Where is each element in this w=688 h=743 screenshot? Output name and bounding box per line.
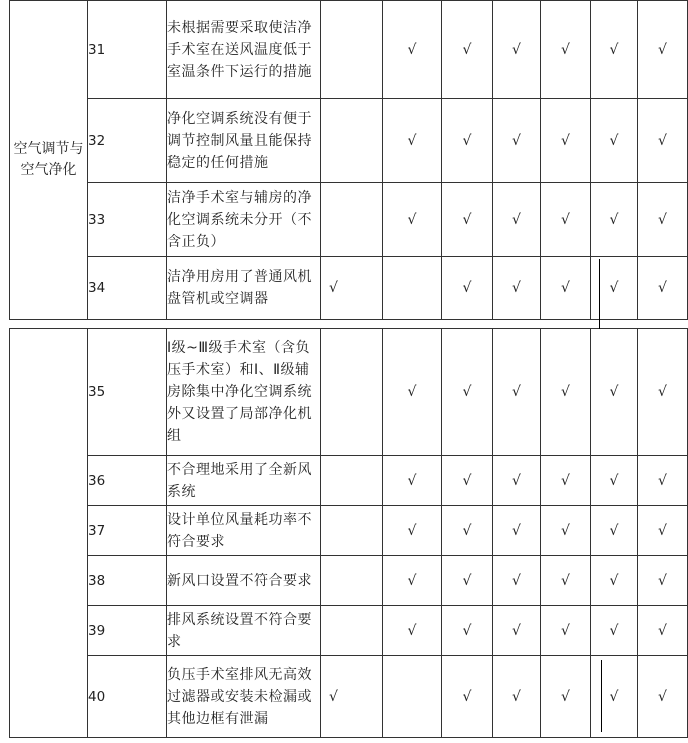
check-cell: [321, 99, 383, 183]
check-cell: √: [591, 456, 638, 506]
check-cell: √: [638, 183, 688, 257]
check-cell: [321, 556, 383, 606]
item-number: 33: [88, 183, 167, 257]
column-rule-mark: [601, 660, 602, 732]
check-cell: √: [493, 183, 541, 257]
check-cell: √: [493, 556, 541, 606]
check-cell: √: [541, 1, 591, 99]
check-cell: √: [541, 606, 591, 656]
item-description: 不合理地采用了全新风系统: [167, 456, 321, 506]
check-cell: √: [591, 506, 638, 556]
column-rule-mark: [599, 259, 600, 329]
check-cell: √: [591, 1, 638, 99]
check-cell: √: [383, 183, 442, 257]
check-cell: √: [442, 257, 493, 320]
item-number: 40: [88, 656, 167, 738]
check-cell: √: [442, 556, 493, 606]
check-cell: √: [493, 99, 541, 183]
table-row: [10, 1, 688, 99]
criteria-table-bottom: [9, 328, 688, 738]
check-cell: √: [442, 1, 493, 99]
category-label: 空气调节与空气净化: [13, 141, 84, 178]
check-cell: √: [493, 1, 541, 99]
check-cell: √: [442, 656, 493, 738]
check-cell: √: [541, 183, 591, 257]
check-cell: √: [442, 606, 493, 656]
category-cell-air-conditioning: [10, 1, 88, 320]
check-cell: √: [591, 329, 638, 456]
check-cell: √: [638, 329, 688, 456]
check-cell: √: [383, 99, 442, 183]
check-cell: √: [383, 506, 442, 556]
check-cell: √: [541, 99, 591, 183]
table-row: [10, 606, 688, 656]
item-number: 36: [88, 456, 167, 506]
check-cell: [383, 257, 442, 320]
check-cell: √: [591, 606, 638, 656]
item-description: Ⅰ级~Ⅲ级手术室（含负压手术室）和Ⅰ、Ⅱ级辅房除集中净化空调系统外又设置了局部净化机组: [167, 329, 321, 456]
table-row: [10, 329, 688, 456]
item-description: 净化空调系统没有便于调节控制风量且能保持稳定的任何措施: [167, 99, 321, 183]
table-row: [10, 656, 688, 738]
check-cell: √: [493, 506, 541, 556]
check-cell: √: [383, 1, 442, 99]
check-cell: √: [541, 556, 591, 606]
item-number: 37: [88, 506, 167, 556]
check-cell: √: [591, 99, 638, 183]
check-cell: √: [493, 257, 541, 320]
check-cell: √: [591, 183, 638, 257]
check-cell: √: [383, 556, 442, 606]
check-cell: √: [383, 606, 442, 656]
check-cell: √: [442, 456, 493, 506]
check-cell: √: [442, 99, 493, 183]
table-row: [10, 257, 688, 320]
item-number: 38: [88, 556, 167, 606]
check-cell: √: [442, 183, 493, 257]
item-number: 35: [88, 329, 167, 456]
check-cell: √: [493, 606, 541, 656]
item-number: 31: [88, 1, 167, 99]
check-cell: √: [638, 456, 688, 506]
check-cell: √: [541, 506, 591, 556]
check-cell: √: [638, 257, 688, 320]
check-cell: √: [638, 99, 688, 183]
check-cell: [383, 656, 442, 738]
item-description: 设计单位风量耗功率不符合要求: [167, 506, 321, 556]
category-cell-continued: [10, 329, 88, 738]
check-cell: √: [591, 656, 638, 738]
check-cell: √: [493, 329, 541, 456]
item-description: 新风口设置不符合要求: [167, 556, 321, 606]
check-cell: √: [383, 456, 442, 506]
table-row: [10, 506, 688, 556]
table-row: [10, 99, 688, 183]
check-cell: √: [541, 257, 591, 320]
check-cell: √: [638, 606, 688, 656]
check-cell: √: [321, 257, 383, 320]
item-description: 洁净用房用了普通风机盘管机或空调器: [167, 257, 321, 320]
check-cell: √: [638, 556, 688, 606]
check-cell: [321, 1, 383, 99]
check-cell: [321, 506, 383, 556]
check-cell: √: [321, 656, 383, 738]
check-cell: √: [541, 329, 591, 456]
check-cell: √: [638, 506, 688, 556]
check-cell: √: [591, 257, 638, 320]
check-cell: √: [493, 656, 541, 738]
check-cell: √: [638, 1, 688, 99]
item-number: 39: [88, 606, 167, 656]
table-row: [10, 556, 688, 606]
check-cell: √: [493, 456, 541, 506]
check-cell: [321, 183, 383, 257]
check-cell: √: [541, 456, 591, 506]
item-description: 排风系统设置不符合要求: [167, 606, 321, 656]
check-cell: √: [383, 329, 442, 456]
table-row: [10, 456, 688, 506]
check-cell: [321, 329, 383, 456]
item-number: 34: [88, 257, 167, 320]
check-cell: √: [442, 506, 493, 556]
check-cell: √: [541, 656, 591, 738]
item-description: 未根据需要采取使洁净手术室在送风温度低于室温条件下运行的措施: [167, 1, 321, 99]
criteria-table-top: [9, 0, 688, 320]
table-row: [10, 183, 688, 257]
check-cell: [321, 606, 383, 656]
item-description: 洁净手术室与辅房的净化空调系统未分开（不含正负）: [167, 183, 321, 257]
check-cell: √: [442, 329, 493, 456]
check-cell: √: [591, 556, 638, 606]
check-cell: √: [638, 656, 688, 738]
item-description: 负压手术室排风无高效过滤器或安装未检漏或其他边框有泄漏: [167, 656, 321, 738]
item-number: 32: [88, 99, 167, 183]
table-page-break: [0, 320, 647, 328]
check-cell: [321, 456, 383, 506]
